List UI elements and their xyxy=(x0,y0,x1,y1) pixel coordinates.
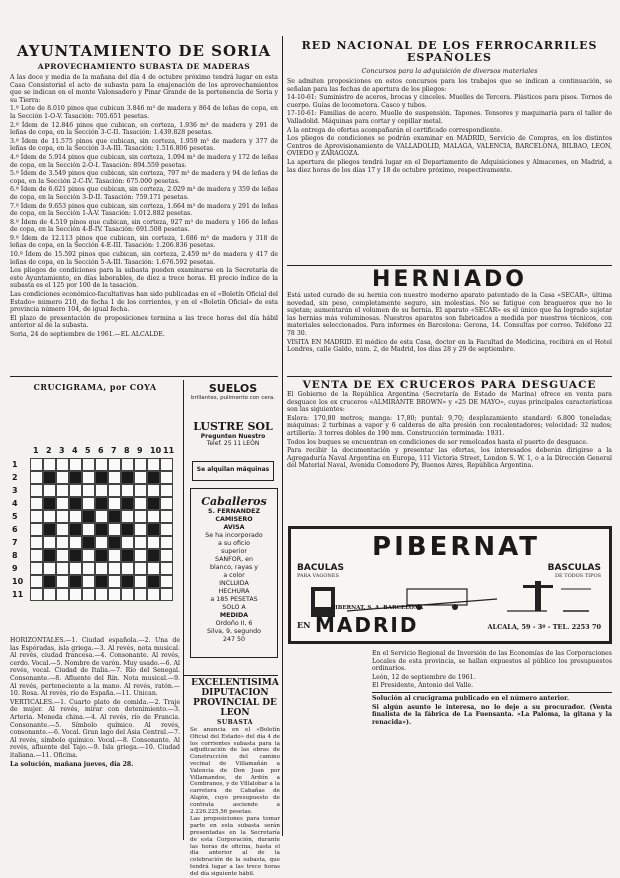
pibernat-left-sub: PARA VAGONES xyxy=(297,573,339,579)
renfe-body xyxy=(287,78,612,174)
crossword-cell xyxy=(56,471,69,484)
divider xyxy=(372,692,612,693)
crossword-cell xyxy=(134,510,147,523)
paragraph: Todos los buques se encuentran en condiciones de ser remolcados hasta el puerto de desguace. xyxy=(287,438,589,446)
pibernat-brand: PIBERNAT xyxy=(372,532,540,562)
caballeros-title: Caballeros xyxy=(201,495,267,508)
paragraph: Soria, 24 de septiembre de 1961.—EL ALCALDE. xyxy=(10,331,165,338)
crossword-cell xyxy=(43,536,56,549)
paragraph: A las doce y media de la mañana del día 4 de octubre próximo tendrá lugar en esta Casa Consistorial el acto de subasta para la enajenación de los aprovechamientos que se indican en el monte Valonsadero y Pinar Grande de la pertenencia de Soria y su Tierra: xyxy=(10,74,278,104)
crossword-cell xyxy=(108,562,121,575)
crossword-cell xyxy=(56,510,69,523)
crossword-cell xyxy=(43,588,56,601)
paragraph: Se anuncia en el «Boletín Oficial del Estado» del día 4 de los corrientes subasta para la adjudicación de las obras de Construcción del camino vecinal de Villamañán a Valencia de Don Juan por Villamandos, de Ardón a Cembranos, y de Villalobar a la carretera de Cabañas de Alajón, cuyo presupuesto de contrata asciende a 2.226.225,56 pesetas. xyxy=(190,727,280,815)
ad-line: Se ha incorporado xyxy=(205,532,263,539)
crossword-cell xyxy=(82,523,95,536)
ad-line: SANFOR, en xyxy=(215,556,253,563)
crossword-cell xyxy=(134,471,147,484)
bottom-right-body xyxy=(372,650,612,690)
crossword-cell xyxy=(160,549,173,562)
crossword-cell xyxy=(30,471,43,484)
paragraph: León, 12 de septiembre de 1961. xyxy=(372,673,476,681)
crossword-cell xyxy=(56,588,69,601)
crossword-col-number: 1 xyxy=(33,446,39,455)
paragraph: 2.º Ídem de 12.846 pinos que cubican, en corteza, 1.936 m³ de madera y 291 de leñas de copa, en la Sección 3-C-II. Tasación: 1.439.828 pesetas. xyxy=(10,121,278,137)
pibernat-ad xyxy=(288,526,612,644)
crossword-cell xyxy=(95,575,108,588)
renfe-subtitle: Concursos para la adquisición de diversos materiales xyxy=(361,67,538,75)
crossword-row-number: 11 xyxy=(12,590,24,599)
crossword-cell xyxy=(108,575,121,588)
ad-line: Ordoño II, 6 xyxy=(215,620,253,627)
diputacion-body xyxy=(190,727,280,878)
ayuntamiento-subtitle: APROVECHAMIENTO SUBASTA DE MADERAS xyxy=(37,62,251,71)
crossword-cell xyxy=(134,562,147,575)
herniado-text: Está usted curado de su hernia con nuestro moderno aparato patentado de la Casa «SECAR», última novedad, sin peso, completamente seguro, sin molestias. No se fatigue con bragueros que no le sujetan; aumentarán el volumen de su hernia. El aparato «SECAR» es el único que ha logrado sujetar las hernias más voluminosas. Nuestros aparatos son fabricados a medida por nuestros técnicos, con materiales seleccionados. Para informes en Barcelona: Gerona, 14. Consultas por correo. Teléfono 22 78 30. xyxy=(287,292,612,337)
crossword-cell xyxy=(121,510,134,523)
paragraph: 6.º Ídem de 6.621 pinos que cubican, sin corteza, 2.029 m³ de madera y 359 de leñas de copa, en la Sección 3-D-II. Tasación: 759.171 pesetas. xyxy=(10,186,278,201)
paragraph: 1.º Lote de 8.010 pinos que cubican 3.846 m³ de madera y 864 de leñas de copa, en la Sección 1-O-V. Tasación: 705.651 pesetas. xyxy=(10,105,278,120)
paragraph: El plazo de presentación de proposiciones termina a las trece horas del día hábil anterior al de la subasta. xyxy=(10,314,278,330)
lustre-rental-text: Se alquilan máquinas xyxy=(196,466,270,473)
crossword-cell xyxy=(82,458,95,471)
crossword-cell xyxy=(56,562,69,575)
paragraph: Se admiten proposiciones en estos concursos para los trabajos que se indican a continuación, se señalan para las fechas de apertura de los pliegos: xyxy=(287,78,612,93)
crossword-cell xyxy=(108,510,121,523)
paragraph: 7.º Ídem de 9.653 pinos que cubican, sin corteza, 1.664 m³ de madera y 291 de leñas de copa, en la Sección 1-A-V. Tasación: 1.012.882 pesetas. xyxy=(10,202,278,218)
paragraph: Los pliegos de condiciones se podrán examinar en MADRID, Servicio de Compras, en los distintos Centros de Aprovisionamiento de VALLADOLID, MALAGA, VALENCIA, BARCELONA, BILBAO, LEON, OVIEDO y ZARAGOZA. xyxy=(287,135,612,158)
ad-line: S. FERNANDEZ xyxy=(207,508,261,515)
crucigrama-title: CRUCIGRAMA, por COYA xyxy=(33,382,157,392)
pibernat-right-label: BASCULAS xyxy=(547,563,601,573)
column-rule xyxy=(183,380,184,840)
crossword-cell xyxy=(147,497,160,510)
crossword-cell xyxy=(30,497,43,510)
crossword-row-number: 2 xyxy=(12,473,18,482)
crossword-cell xyxy=(134,588,147,601)
caballeros-ad xyxy=(190,488,278,658)
lustre-sub: Pregunten Nuestro xyxy=(200,433,266,440)
paragraph: La apertura de pliegos tendrá lugar en el Departamento de Adquisiciones y Almacenes, en Madrid, a las diez horas de los días 17 y 18 de octubre próximo, respectivamente. xyxy=(287,158,612,174)
crossword-cell xyxy=(82,510,95,523)
crossword-cell xyxy=(82,484,95,497)
crossword-cell xyxy=(160,575,173,588)
pibernat-address: ALCALA, 59 - 3º - TEL. 2253 70 xyxy=(487,623,601,631)
crossword-cell xyxy=(56,575,69,588)
crossword-cell xyxy=(30,588,43,601)
crossword-cell xyxy=(147,562,160,575)
crossword-cell xyxy=(147,575,160,588)
crossword-col-number: 11 xyxy=(163,446,175,455)
ayuntamiento-notice xyxy=(10,6,278,376)
crossword-row-number: 4 xyxy=(12,499,18,508)
paragraph: 8.º Ídem de 4.519 pinos que cubican, sin corteza, 927 m³ de madera y 166 de leñas de copa, en la Sección 4-B-IV. Tasación: 691.508 pesetas. xyxy=(10,218,278,234)
pibernat-right-sub: DE TODOS TIPOS xyxy=(554,573,601,579)
crossword-cell xyxy=(95,471,108,484)
crossword-cell xyxy=(134,575,147,588)
crossword-cell xyxy=(134,458,147,471)
crossword-col-number: 6 xyxy=(98,446,104,455)
crossword-cell xyxy=(95,497,108,510)
crossword-col-number: 2 xyxy=(46,446,52,455)
crossword-cell xyxy=(82,471,95,484)
crossword-row-number: 3 xyxy=(12,486,18,495)
crossword-cell xyxy=(30,575,43,588)
lustre-phone: Telef. 25 11 LEÓN xyxy=(206,440,260,447)
herniado-ad xyxy=(287,267,612,375)
crossword-cell xyxy=(108,471,121,484)
divider xyxy=(287,265,612,266)
crossword-cell xyxy=(121,588,134,601)
ayuntamiento-title: AYUNTAMIENTO DE SORIA xyxy=(16,42,272,60)
center-rule xyxy=(282,36,283,836)
ad-line: a 185 PESETAS xyxy=(210,596,258,603)
ayuntamiento-body xyxy=(10,74,278,339)
herniado-title: HERNIADO xyxy=(372,267,527,292)
crossword-row-number: 5 xyxy=(12,512,18,521)
crossword-cell xyxy=(43,471,56,484)
crossword-cell xyxy=(121,458,134,471)
crossword-col-number: 8 xyxy=(124,446,130,455)
crossword-cell xyxy=(160,484,173,497)
ad-line: a su oficio xyxy=(217,540,251,547)
crossword-cell xyxy=(30,562,43,575)
paragraph: 17-10-61: Familias de acero. Muelle de suspensión. Tapones. Tensores y maquinaria para el taller de Valladolid. Máquinas para cortar y cepillar metal. xyxy=(287,110,612,125)
crossword-cell xyxy=(160,471,173,484)
crossword-cell xyxy=(121,497,134,510)
divider xyxy=(183,675,278,676)
crossword-cell xyxy=(82,549,95,562)
crossword-cell xyxy=(43,510,56,523)
crossword-cell xyxy=(147,536,160,549)
crossword-cell xyxy=(43,484,56,497)
crossword-cell xyxy=(121,471,134,484)
crossword-cell xyxy=(69,562,82,575)
ad-line: AVISA xyxy=(223,524,245,531)
divider xyxy=(10,376,278,377)
ad-line: SOLO A xyxy=(222,604,246,611)
ad-line: MEDIDA xyxy=(219,612,249,619)
pibernat-city-prefix: EN xyxy=(297,620,311,630)
ad-line: Silva, 9, segundo xyxy=(206,628,262,635)
crossword-cell xyxy=(160,588,173,601)
verticales-clues: VERTICALES.—1. Cuarto plato de comida.—2. Traje de mujer. Al revés, mirar con detenimiento.—3. Arteria. Moneda china.—4. Al revés, río de Francia. Consonante.—5. Símbolo químico. Al revés, consonante.—6. Vocal. Gran lago del Asia Central.—7. Al revés, símbolo químico. Vocal.—8. Consonante. Al revés, afluente del Tajo.—9. Isla griega.—10. Ciudad italiana.—11. Oficina. xyxy=(10,698,180,759)
solucion-note: Solución al crucigrama publicado en el número anterior. xyxy=(372,694,569,702)
crossword-cell xyxy=(30,510,43,523)
crossword-cell xyxy=(30,458,43,471)
paragraph: 5.º Ídem de 3.549 pinos que cubican, sin corteza, 797 m³ de madera y 94 de leñas de copa, en la Sección 2-C-IV. Tasación: 675.000 pesetas. xyxy=(10,170,278,185)
crossword-row-number: 1 xyxy=(12,460,18,469)
crossword-cell xyxy=(69,588,82,601)
crossword-cell xyxy=(147,471,160,484)
crossword-cell xyxy=(160,497,173,510)
crossword-cell xyxy=(108,458,121,471)
crossword-cell xyxy=(134,549,147,562)
crossword-cell xyxy=(160,523,173,536)
crossword-cell xyxy=(108,497,121,510)
crossword-cell xyxy=(160,536,173,549)
paragraph: 9.º Ídem de 12.113 pinos que cubican, sin corteza, 1.686 m³ de madera y 318 de leñas de copa, en la Sección 4-E-III. Tasación: 1.206.836 pesetas. xyxy=(10,234,278,250)
ad-line: a color xyxy=(223,572,245,579)
crucigrama-clues xyxy=(10,637,180,837)
crossword-col-number: 5 xyxy=(85,446,91,455)
crossword-col-number: 9 xyxy=(137,446,143,455)
crossword-cell xyxy=(69,471,82,484)
crossword-cell xyxy=(30,523,43,536)
crossword-cell xyxy=(43,549,56,562)
renfe-title: RED NACIONAL DE LOS FERROCARRILES ESPAÑOLES xyxy=(301,39,598,64)
paragraph: Para recibir la documentación y presentar las ofertas, los interesados deberán dirigirse a la Agregaduría Naval Argentina en Europa, 111 Victoria Street, London S. W. 1, o a la Dirección General del Material Naval, Avenida Comodoro Py, Buenos Aires, República Argentina. xyxy=(287,447,612,470)
crossword-cell xyxy=(134,536,147,549)
crossword-cell xyxy=(134,523,147,536)
paragraph: Eslora: 170,80 metros; manga: 17,80; puntal: 9,70; desplazamiento standard: 6.800 toneladas; máquinas: 2 turbinas a vapor y 6 calderas de alta presión con recalentadores; velocidad: 32 nudos; artillería: 3 torres dobles de 190 mm. Construcción terminada: 1931. xyxy=(287,414,612,437)
crossword-row-number: 9 xyxy=(12,564,18,573)
crossword-col-number: 10 xyxy=(150,446,162,455)
crossword-cell xyxy=(56,549,69,562)
crossword-cell xyxy=(82,497,95,510)
crossword-row-number: 7 xyxy=(12,538,18,547)
crossword-row-number: 8 xyxy=(12,551,18,560)
horizontales-clues: HORIZONTALES.—1. Ciudad española.—2. Una de las Espóradas, isla griega.—3. Al revés, nota musical. Al revés, ciudad francesa.—4. Consonante. Al revés, cerdo. Vocal.—5. Nombre de varón. Muy usado.—6. Al revés, vocal. Ciudad de Italia.—7. Río del Senegal. Consonante.—8. Afluente del Rin. Nota musical.—9. Al revés, perteneciente a la mano. Al revés, ratón.—10. Rosa. Al revés, río de España.—11. Unican. xyxy=(10,637,180,698)
paragraph: 3.º Ídem de 11.575 pinos que cubican, sin corteza, 1.959 m³ de madera y 377 de leñas de copa, en la Sección 3-A-III. Tasación: 1.516.806 pesetas. xyxy=(10,137,278,153)
herniado-visita: VISITA EN MADRID. El médico de esta Casa, doctor en la Facultad de Medicina, recibirá en el Hotel Londres, calle Galdo, núm. 2, de Madrid, los días 28 y 29 de septiembre. xyxy=(287,338,612,354)
pibernat-city: MADRID xyxy=(315,613,419,637)
crossword-cell xyxy=(69,484,82,497)
crossword-cell xyxy=(56,536,69,549)
crossword-cell xyxy=(147,510,160,523)
crossword-cell xyxy=(43,497,56,510)
divider xyxy=(287,376,612,377)
paragraph: El Presidente, Antonio del Valle. xyxy=(372,682,474,690)
crossword-cell xyxy=(30,549,43,562)
crossword-cell xyxy=(108,588,121,601)
crossword-cell xyxy=(108,484,121,497)
crossword-cell xyxy=(95,510,108,523)
crossword-cell xyxy=(82,562,95,575)
crossword-col-number: 7 xyxy=(111,446,117,455)
paragraph: Los pliegos de condiciones para la subasta pueden examinarse en la Secretaría de este Ayuntamiento, en días laborables, de diez a trece horas. El precio índice de la subasta es el 125 por 100 de la tasación. xyxy=(10,267,278,290)
crossword-cell xyxy=(30,536,43,549)
ad-line: INCLUIDA xyxy=(219,580,249,587)
pibernat-left-label: BACULAS xyxy=(297,563,344,573)
ad-line: 247 50 xyxy=(222,636,246,643)
paragraph: 14-10-61: Suministro de aceros, brocas y cinceles. Muelles de Tercera. Plásticos para pisos. Tornos de cuerpo. Guías de locomotora. Casco y tubos. xyxy=(287,94,612,109)
diputacion-subtitle: SUBASTA xyxy=(217,719,253,726)
ad-line: CAMISERO xyxy=(215,516,253,523)
crossword-cell xyxy=(95,549,108,562)
crossword-cell xyxy=(95,458,108,471)
crossword-cell xyxy=(95,523,108,536)
crossword-col-number: 4 xyxy=(72,446,78,455)
crossword-cell xyxy=(121,575,134,588)
crossword-cell xyxy=(108,536,121,549)
crossword-cell xyxy=(121,523,134,536)
lustre-rental-box xyxy=(192,461,274,481)
crossword-cell xyxy=(95,484,108,497)
ad-line: HECHURA xyxy=(218,588,250,595)
crossword-cell xyxy=(56,484,69,497)
crossword-cell xyxy=(160,562,173,575)
renfe-notice xyxy=(287,40,612,264)
paragraph: A la entrega de ofertas acompañarán el certificado correspondiente. xyxy=(287,126,503,134)
caballeros-body xyxy=(191,508,277,644)
venta-title: VENTA DE EX CRUCEROS PARA DESGUACE xyxy=(302,379,597,391)
crossword-cell xyxy=(95,588,108,601)
crucigrama-solution-note: La solución, mañana jueves, día 28. xyxy=(10,760,134,768)
lustre-sol-title: LUSTRE SOL xyxy=(193,420,273,433)
ad-line: superior xyxy=(221,548,247,555)
crossword-cell xyxy=(69,523,82,536)
bottom-right-notices xyxy=(372,650,612,840)
paragraph: Las proposiciones para tomar parte en esta subasta serán presentadas en la Secretaría de esta Corporación, durante las horas de oficina, hasta el día anterior al de la celebración de la subasta, que tendrá lugar a las trece horas del día siguiente hábil. xyxy=(190,816,280,877)
paragraph: 4.º Ídem de 5.914 pinos que cubican, sin corteza, 1.094 m³ de madera y 172 de leñas de copa, en la Sección 2-O-I. Tasación: 894.559 pesetas. xyxy=(10,153,278,169)
crossword-cell xyxy=(69,458,82,471)
crossword-cell xyxy=(56,523,69,536)
crossword-cell xyxy=(43,458,56,471)
diputacion-notice xyxy=(190,678,280,877)
crossword-cell xyxy=(147,523,160,536)
crossword-cell xyxy=(160,458,173,471)
crossword-row-number: 10 xyxy=(12,577,24,586)
suelos-title: SUELOS xyxy=(208,382,258,395)
crossword-cell xyxy=(121,562,134,575)
diputacion-title: EXCELENTISIMA DIPUTACION PROVINCIAL DE LEON xyxy=(191,678,279,718)
crossword-cell xyxy=(108,523,121,536)
crossword-cell xyxy=(147,484,160,497)
venta-cruceros-notice xyxy=(287,379,612,522)
crossword-cell xyxy=(95,536,108,549)
crossword-cell xyxy=(82,588,95,601)
closing-note: Si algún asunto le interesa, no lo deje a su procurador. (Venta finalista de la fábrica de La Fuensanta. «La Paloma, la gitana y la renacida»). xyxy=(372,703,612,726)
crossword-cell xyxy=(56,458,69,471)
crossword-cell xyxy=(69,510,82,523)
crossword-cell xyxy=(82,575,95,588)
crossword-cell xyxy=(108,549,121,562)
crossword-cell xyxy=(43,562,56,575)
crossword-cell xyxy=(43,575,56,588)
crossword-cell xyxy=(69,536,82,549)
crossword-cell xyxy=(69,497,82,510)
crossword-cell xyxy=(95,562,108,575)
crossword-cell xyxy=(69,549,82,562)
crossword-col-number: 3 xyxy=(59,446,65,455)
lustre-sol-ad xyxy=(188,420,278,460)
ad-line: blanco, rayas y xyxy=(210,564,258,571)
crossword-cell xyxy=(147,588,160,601)
paragraph: Las condiciones económico-facultativas han sido publicadas en el «Boletín Oficial del Estado» número 210, de fecha 1 de los corrientes, y en el «Boletín Oficial» de esta provincia número 104, de igual fecha. xyxy=(10,291,278,314)
crossword-row-number: 6 xyxy=(12,525,18,534)
crossword-cell xyxy=(30,484,43,497)
paragraph: El Gobierno de la República Argentina (Secretaría de Estado de Marina) ofrece en venta para desguace los ex cruceros «ALMIRANTE BROWN» y «25 DE MAYO», cuyas principales características son las siguientes: xyxy=(287,391,612,414)
crossword-cell xyxy=(43,523,56,536)
suelos-ad xyxy=(188,382,278,420)
pibernat-factory: PIBERNAT, S. A. BARCELONA xyxy=(331,605,424,611)
venta-body xyxy=(287,391,612,470)
crossword-cell xyxy=(121,549,134,562)
crossword-cell xyxy=(121,484,134,497)
crossword-cell xyxy=(69,575,82,588)
paragraph: 10.º Ídem de 15.592 pinos que cubican, sin corteza, 2.459 m³ de madera y 417 de leñas de copa, en la Sección 5-A-III. Tasación: 1.676.592 pesetas. xyxy=(10,251,278,266)
crossword-cell xyxy=(147,549,160,562)
suelos-text: brillantes, pulimento con cera. xyxy=(190,395,276,401)
crossword-cell xyxy=(147,458,160,471)
paragraph: En el Servicio Regional de Inversión de las Economías de las Corporaciones Locales de esta provincia, se hallan expuestos al público los presupuestos ordinarios. xyxy=(372,650,612,673)
crossword-cell xyxy=(160,510,173,523)
crossword-cell xyxy=(134,484,147,497)
crossword-cell xyxy=(82,536,95,549)
crossword-cell xyxy=(134,497,147,510)
crossword-cell xyxy=(121,536,134,549)
crossword-cell xyxy=(56,497,69,510)
